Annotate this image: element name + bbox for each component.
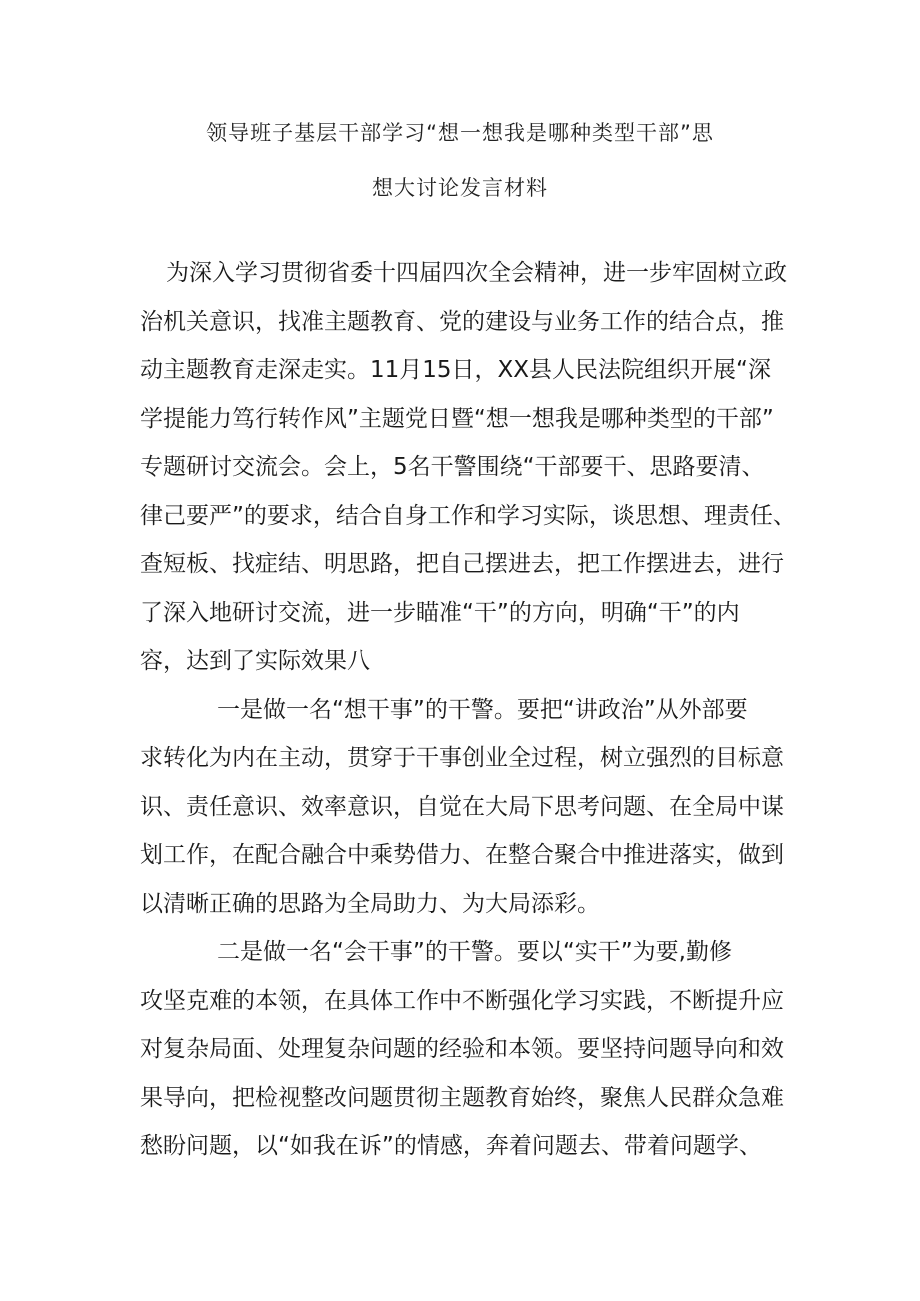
body-line: 以清晰正确的思路为全局助力、为大局添彩。 [140,891,600,917]
body-line: 治机关意识，找准主题教育、党的建设与业务工作的结合点，推 [140,309,784,335]
body-line: 容，达到了实际效果八 [140,648,370,674]
body-line: 二是做一名“会干事”的干警。要以“实干”为要,勤修 [217,939,732,965]
body-line: 求转化为内在主动，贯穿于干事创业全过程，树立强烈的目标意 [140,745,784,771]
body-line: 学提能力笃行转作风”主题党日暨“想一想我是哪种类型的干部” [140,406,774,432]
body-line: 一是做一名“想干事”的干警。要把“讲政治”从外部要 [217,697,748,723]
body-line: 攻坚克难的本领，在具体工作中不断强化学习实践，不断提升应 [140,988,784,1014]
body-line: 查短板、找症结、明思路，把自己摆进去，把工作摆进去，进行 [140,551,784,577]
document-title-line-2: 想大讨论发言材料 [372,176,548,200]
body-line: 果导向，把检视整改问题贯彻主题教育始终，聚焦人民群众急难 [140,1085,784,1111]
body-line: 律己要严”的要求，结合自身工作和学习实际，谈思想、理责任、 [140,503,796,529]
body-line: 对复杂局面、处理复杂问题的经验和本领。要坚持问题导向和效 [140,1036,784,1062]
body-line: 专题研讨交流会。会上，5名干警围绕“干部要干、思路要清、 [140,454,765,480]
body-line: 愁盼问题，以“如我在诉”的情感，奔着问题去、带着问题学、 [140,1133,762,1159]
body-line: 了深入地研讨交流，进一步瞄准“干”的方向，明确“干”的内 [140,600,740,626]
body-line: 识、责任意识、效率意识，自觉在大局下思考问题、在全局中谋 [140,794,784,820]
body-line: 为深入学习贯彻省委十四届四次全会精神，进一步牢固树立政 [166,260,787,286]
document-title-line-1: 领导班子基层干部学习“想一想我是哪种类型干部”思 [206,121,714,145]
body-line: 动主题教育走深走实。11月15日，XX县人民法院组织开展“深 [140,357,771,383]
body-line: 划工作，在配合融合中乘势借力、在整合聚合中推进落实，做到 [140,842,784,868]
